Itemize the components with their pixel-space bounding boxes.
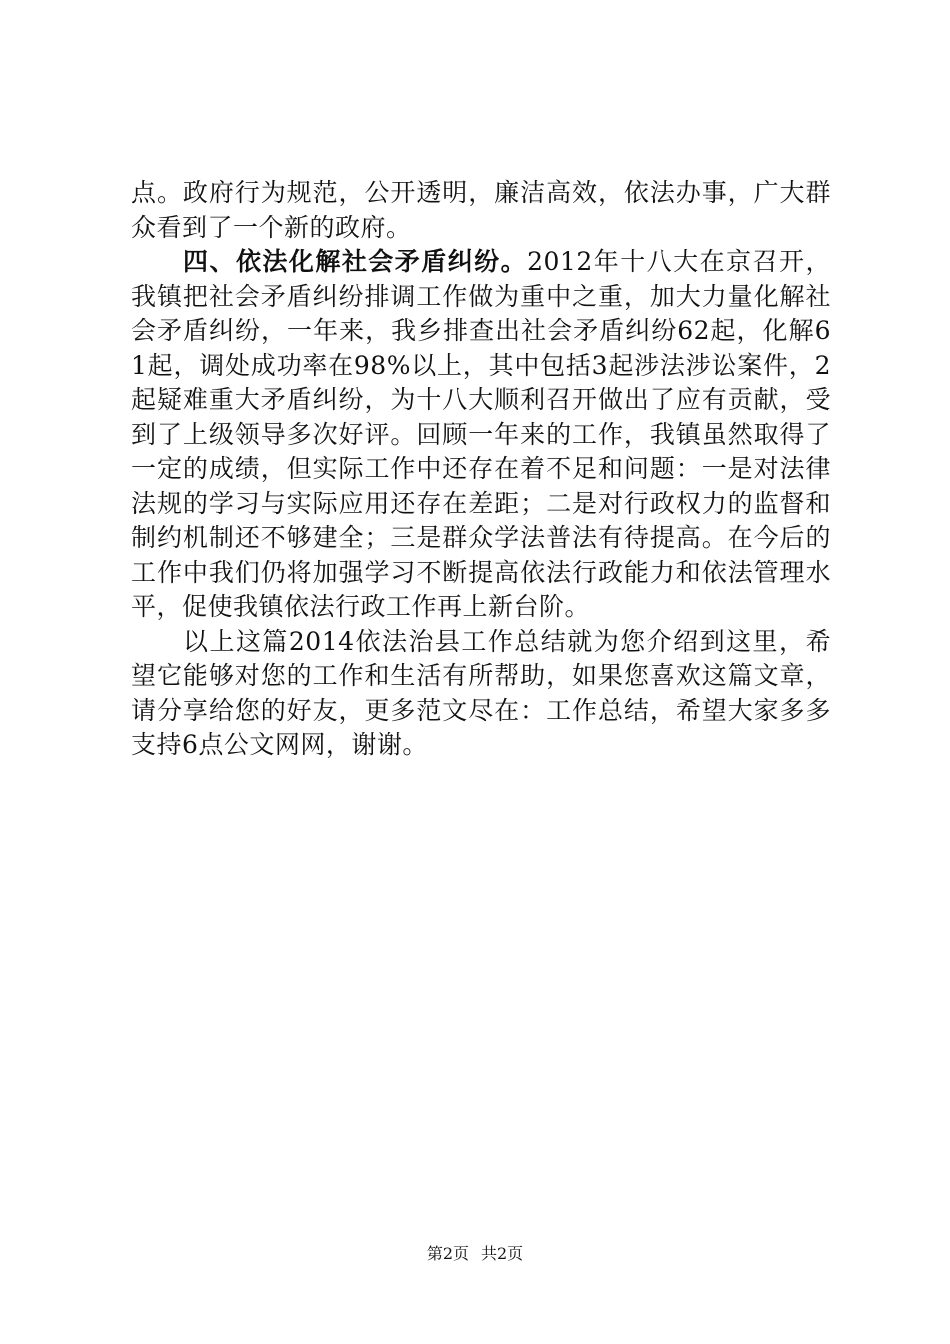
document-body	[131, 176, 831, 763]
total-pages: 共2页	[481, 1244, 524, 1263]
paragraph-text: 点。政府行为规范，公开透明，廉洁高效，依法办事，广大群众看到了一个新的政府。	[131, 178, 831, 242]
page-footer	[0, 1243, 950, 1265]
paragraph-closing	[131, 625, 831, 763]
paragraph-section-four	[131, 245, 831, 625]
paragraph-text: 2012年十八大在京召开，我镇把社会矛盾纠纷排调工作做为重中之重，加大力量化解社会矛盾纠纷，一年来，我乡排查出社会矛盾纠纷62起，化解61起，调处成功率在98%以上，其中包括3起涉法涉讼案件，2起疑难重大矛盾纠纷，为十八大顺利召开做出了应有贡献，受到了上级领导多次好评。回顾一年来的工作，我镇虽然取得了一定的成绩，但实际工作中还存在着不足和问题：一是对法律法规的学习与实际应用还存在差距；二是对行政权力的监督和制约机制还不够建全；三是群众学法普法有待提高。在今后的工作中我们仍将加强学习不断提高依法行政能力和依法管理水平，促使我镇依法行政工作再上新台阶。	[131, 247, 831, 621]
paragraph-continuation	[131, 176, 831, 245]
section-heading: 四、依法化解社会矛盾纠纷。	[183, 247, 528, 276]
paragraph-text: 以上这篇2014依法治县工作总结就为您介绍到这里，希望它能够对您的工作和生活有所帮助，如果您喜欢这篇文章，请分享给您的好友，更多范文尽在：工作总结，希望大家多多支持6点公文网网，谢谢。	[131, 626, 831, 759]
page-number: 第2页	[426, 1244, 469, 1263]
